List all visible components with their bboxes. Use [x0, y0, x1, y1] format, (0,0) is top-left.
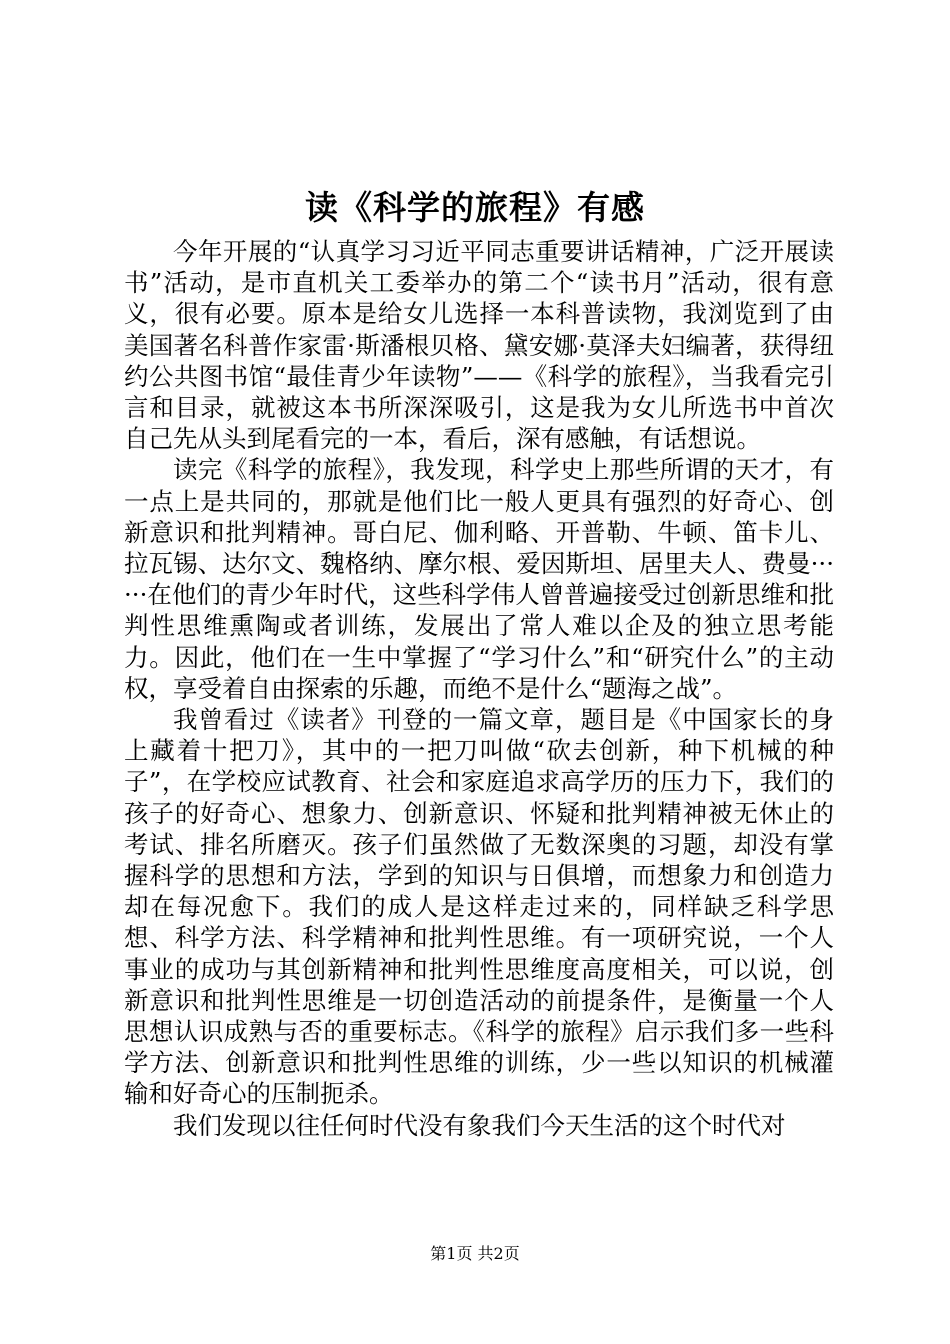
paragraph-4: 我们发现以往任何时代没有象我们今天生活的这个时代对 [173, 1110, 786, 1140]
page-footer: 第1页 共2页 [430, 1244, 520, 1263]
document-body [124, 236, 834, 1141]
page-title: 读《科学的旅程》有感 [305, 188, 645, 227]
paragraph-1: 今年开展的“认真学习习近平同志重要讲话精神，广泛开展读书”活动，是市直机关工委举办的第二个“读书月”活动，很有意义，很有必要。原本是给女儿选择一本科普读物，我浏览到了由美国著名科普作家雷·斯潘根贝格、黛安娜·莫泽夫妇编著，获得纽约公共图书馆“最佳青少年读物”——《科学的旅程》，当我看完引言和目录，就被这本书所深深吸引，这是我为女儿所选书中首次自己先从头到尾看完的一本，看后，深有感触，有话想说。 [124, 237, 834, 454]
paragraph-2: 读完《科学的旅程》，我发现，科学史上那些所谓的天才，有一点上是共同的，那就是他们比一般人更具有强烈的好奇心、创新意识和批判精神。哥白尼、伽利略、开普勒、牛顿、笛卡儿、拉瓦锡、达尔文、魏格纳、摩尔根、爱因斯坦、居里夫人、费曼······在他们的青少年时代，这些科学伟人曾普遍接受过创新思维和批判性思维熏陶或者训练，发展出了常人难以企及的独立思考能力。因此，他们在一生中掌握了“学习什么”和“研究什么”的主动权，享受着自由探索的乐趣，而绝不是什么“题海之战”。 [124, 455, 834, 703]
paragraph-3: 我曾看过《读者》刊登的一篇文章，题目是《中国家长的身上藏着十把刀》，其中的一把刀叫做“砍去创新，种下机械的种子”，在学校应试教育、社会和家庭追求高学历的压力下，我们的孩子的好奇心、想象力、创新意识、怀疑和批判精神被无休止的考试、排名所磨灭。孩子们虽然做了无数深奥的习题，却没有掌握科学的思想和方法，学到的知识与日俱增，而想象力和创造力却在每况愈下。我们的成人是这样走过来的，同样缺乏科学思想、科学方法、科学精神和批判性思维。有一项研究说，一个人事业的成功与其创新精神和批判性思维度高度相关，可以说，创新意识和批判性思维是一切创造活动的前提条件，是衡量一个人思想认识成熟与否的重要标志。《科学的旅程》启示我们多一些科学方法、创新意识和批判性思维的训练，少一些以知识的机械灌输和好奇心的压制扼杀。 [124, 705, 834, 1109]
